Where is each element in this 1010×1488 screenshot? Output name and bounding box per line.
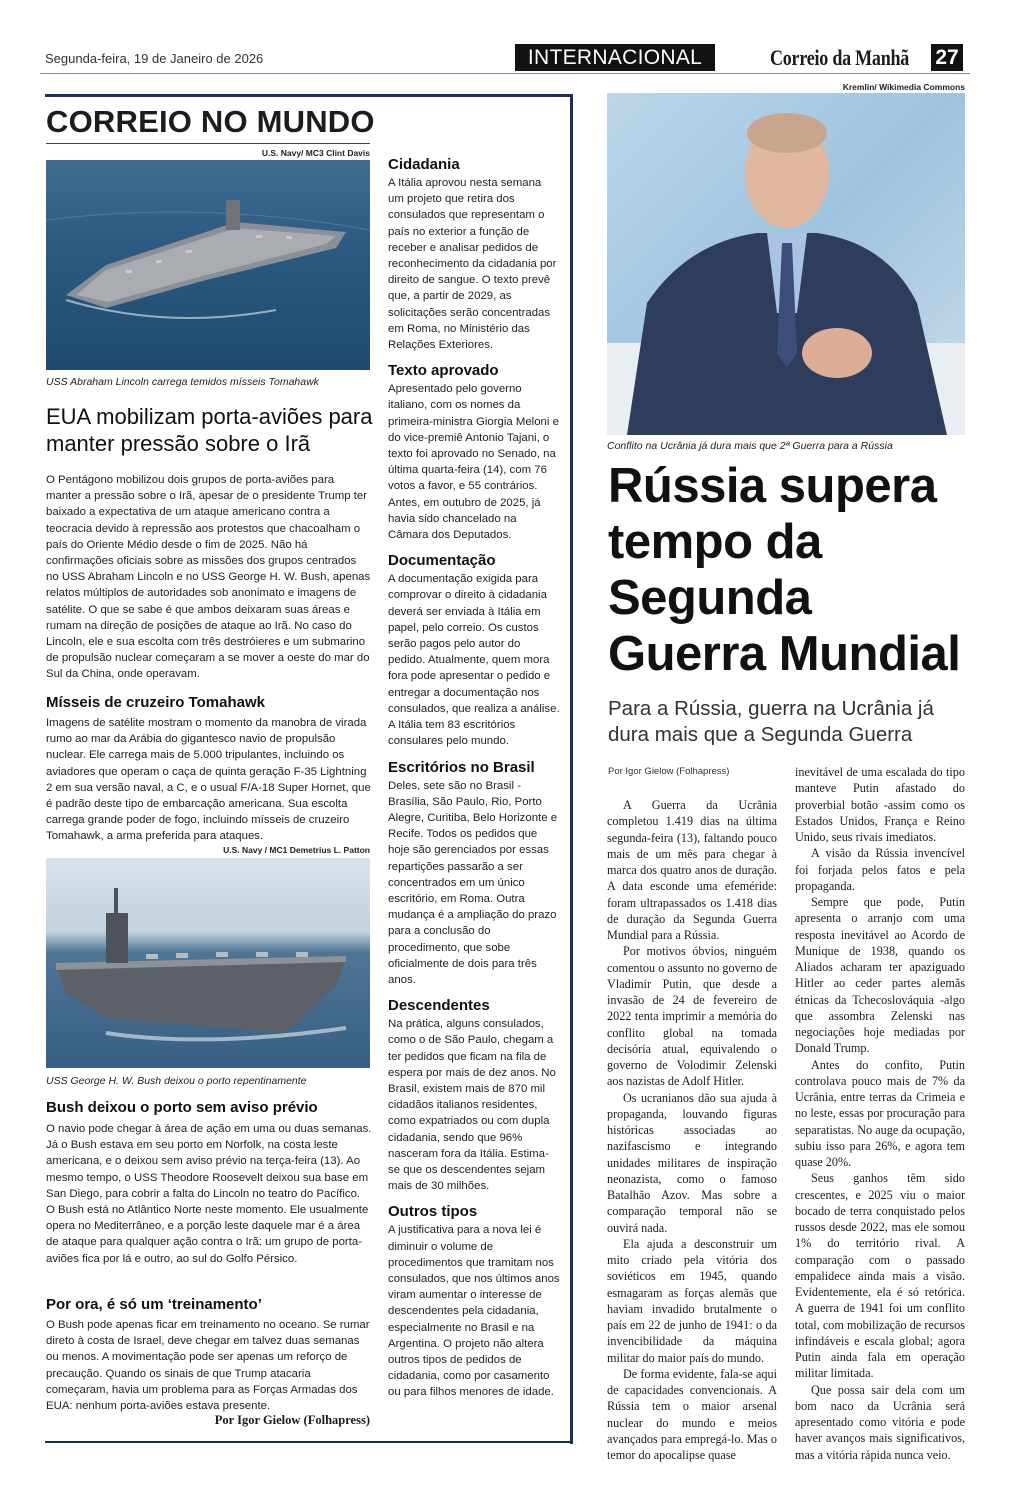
- section-text: A justificativa para a nova lei é diminuir o volume de procedimentos que tramitam nos consulados, que nos últimos anos viram aumentar o interesse de descendentes pela cidadania, especialmente no Brasil e na Argentina. O projeto não altera outros tipos de pedidos de cidadania, como por casamento ou para filhos menores de idade.: [388, 1224, 560, 1399]
- kicker-title: CORREIO NO MUNDO: [46, 104, 375, 139]
- subhead: Cidadania: [388, 156, 460, 173]
- paragraph: Sempre que pode, Putin apresenta o arranjo com uma resposta inevitável ao Acordo de Munique de 1938, quando os Aliados acharam ter apaziguado Hitler ao ceder partes alemãs étnicas da Tchecoslováquia -algo que assombra Zelenski nas negociações hoje mediadas por Donald Trump.: [795, 895, 965, 1056]
- paragraph: Antes do confito, Putin controlava pouco mais de 7% da Ucrânia, entre terras da Crimeia e no leste, essas por procuração para separatistas. No auge da ocupação, subiu isso para 26%, e agora tem quase 20%.: [795, 1057, 965, 1169]
- section-text: Deles, sete são no Brasil - Brasília, São Paulo, Rio, Porto Alegre, Curitiba, Belo Horizonte e Recife. Todos os pedidos que hoje são gerenciados por essas repartições passarão a ser concentrados em um único escritório, em Roma. Outra mudança é a ampliação do prazo para a conclusão do procedimento, que sobe oficialmente de dois para três anos.: [388, 779, 558, 986]
- carrier-photo-lincoln: [46, 160, 370, 370]
- photo-credit: U.S. Navy / MC1 Demetrius L. Patton: [223, 845, 370, 855]
- sidebar-citizenship: [388, 156, 560, 1410]
- paragraph: Que possa sair dela com um bom naco da Ucrânia será apresentado como vitória e pode haver avanços mais significativos, mas a vitória rápida nunca veio.: [795, 1382, 965, 1462]
- article-text: O navio pode chegar à área de ação em uma ou duas semanas. Já o Bush estava em seu porto em Norfolk, na costa leste americana, e o deixou sem aviso prévio na terça-feira (13). Ao mesmo tempo, o USS Theodore Roosevelt deixou sua base em San Diego, para cobrir a falta do Lincoln no teatro do Pacífico. O Bush está no Atlântico Norte neste momento. Ele usualmente opera no Mediterrâneo, e a porção leste daquele mar é a área de ataque para qualquer ação contra o Irã: um grupo de porta-aviões fica por lá e outro, ao sul do Golfo Pérsico.: [46, 1123, 372, 1265]
- section-text: Na prática, alguns consulados, como o de São Paulo, chegam a ter pedidos que ficam na fila de espera por mais de dez anos. No Brasil, existem mais de 870 mil cidadãos italianos residentes, como expatriados ou com dupla cidadania, sendo que 96% nasceram fora da Itália. Estima-se que os descendentes sejam mais de 30 milhões.: [388, 1018, 556, 1193]
- header-divider: [40, 73, 970, 74]
- main-headline: Rússia supera tempo da Segunda Guerra Mundial: [608, 459, 961, 681]
- newspaper-logo: Correio da Manhã: [770, 45, 910, 70]
- subhead: Escritórios no Brasil: [388, 758, 535, 776]
- article-headline: EUA mobilizam porta-aviões para manter pressão sobre o Irã: [46, 404, 373, 456]
- byline: Por Igor Gielow (Folhapress): [608, 766, 730, 777]
- box-border-top: [45, 94, 573, 97]
- photo-credit: Kremlin/ Wikimedia Commons: [842, 82, 965, 92]
- paragraph: Os ucranianos dão sua ajuda à propaganda, louvando figuras históricas associadas ao nazifascismo e integrando unidades militares de inspiração neonazista, como o famoso Batalhão Azov. Mas sobre a comparação temporal não se ouvirá nada.: [607, 1090, 777, 1235]
- photo-caption: USS George H. W. Bush deixou o porto repentinamente: [46, 1075, 307, 1087]
- article-column-2: [795, 764, 965, 1463]
- article-column-1: [607, 797, 777, 1463]
- sidebar-section: [388, 156, 560, 353]
- section-text: A Itália aprovou nesta semana um projeto que retira dos consulados que representam o país no exterior a função de receber e analisar pedidos de reconhecimento da cidadania por direito de sangue. O texto prevê que, a partir de 2029, as solicitações serão concentradas em Roma, no Ministério das Relações Exteriores.: [388, 177, 557, 352]
- article-intro: O Pentágono mobilizou dois grupos de porta-aviões para manter a pressão sobre o Irã, apesar de o presidente Trump ter baixado a expectativa de um ataque americano contra a teocracia devido à repressão aos protestos que chacoalham o país do Oriente Médio desde o fim de 2025. Não há confirmações oficiais sobre as missões dos grupos centrados no USS Abraham Lincoln e no USS George H. W. Bush, apenas relatos múltiplos de autoridades sob anonimato e imagens de satélite. O que se sabe é que ambos deixaram suas áreas e rumam na direção de posições de ataque ao Irã. No caso do Lincoln, ele e sua escolta com três destróieres e um submarino de propulsão nuclear começaram a se mover a oeste do mar do Sul da China, onde operavam.: [46, 474, 371, 681]
- carrier-photo-bush: [46, 858, 370, 1068]
- box-border-bottom: [45, 1441, 573, 1443]
- sidebar-section: [388, 362, 560, 543]
- paragraph: Seus ganhos têm sido crescentes, e 2025 viu o maior bocado de terra conquistado pelos russos desde 2022, mas ele somou 1% do território rival. A comparação com o passado empalidece ainda mais a visão. Evidentemente, ela é só retórica. A guerra de 1941 foi um conflito total, com mobilização de recursos infindáveis e escala global; agora Putin ainda fala em operação militar limitada.: [795, 1171, 965, 1381]
- subhead: Documentação: [388, 552, 496, 570]
- photo-caption: Conflito na Ucrânia já dura mais que 2ª Guerra para a Rússia: [607, 440, 893, 452]
- subhead: Descendentes: [388, 997, 490, 1015]
- subhead: Bush deixou o porto sem aviso prévio: [46, 1099, 318, 1116]
- paragraph: De forma evidente, fala-se aqui de capacidades convencionais. A Rússia tem o maior arsenal nuclear do mundo e meios avançados para empregá-lo. Mas o temor do apocalipse quase: [607, 1366, 777, 1462]
- sidebar-section: [388, 1203, 560, 1400]
- kicker-divider: [46, 143, 370, 144]
- issue-date: Segunda-feira, 19 de Janeiro de 2026: [45, 51, 264, 66]
- paragraph: Ela ajuda a desconstruir um mito criado pela vitória dos soviéticos em 1945, quando esmagaram as forças alemãs que haviam invadido brutalmente o país em 22 de junho de 1941: o da invencibilidade da máquina militar do maior país do mundo.: [607, 1236, 777, 1365]
- box-border-right: [570, 94, 573, 1444]
- paragraph: A Guerra da Ucrânia completou 1.419 dias na última segunda-feira (13), faltando pouco mais de um mês para chegar à marca dos quatro anos de duração. A data esconde uma efeméride: foram ultrapassados os 1.418 dias de duração da Segunda Guerra Mundial para a Rússia.: [607, 798, 777, 942]
- section-text: A documentação exigida para comprovar o direito à cidadania deverá ser enviada à Itália em papel, pelo correio. Os custos serão pagos pelo autor do pedido. Atualmente, quem mora fora pode apresentar o pedido e entregar a documentação nos consulados, que realiza a análise. A Itália tem 83 escritórios consulares pelo mundo.: [388, 573, 560, 748]
- subhead: Outros tipos: [388, 1203, 478, 1221]
- subhead: Por ora, é só um ‘treinamento’: [46, 1296, 262, 1313]
- paragraph: Por motivos óbvios, ninguém comentou o assunto no governo de Vladimir Putin, que desde a invasão de 24 de fevereiro de 2022 tenta imprimir a memória do conflito global na tomada decisória atual, equivalendo o governo de Volodimir Zelenski aos nazistas de Adolf Hitler.: [607, 944, 777, 1089]
- subheadline: Para a Rússia, guerra na Ucrânia já dura mais que a Segunda Guerra: [608, 697, 934, 746]
- section-text: Apresentado pelo governo italiano, com os nomes da primeira-ministra Giorgia Meloni e do vice-premiê Antonio Tajani, o texto foi aprovado no Senado, na última quarta-feira (14), com 76 votos a favor, e 55 contrários. Antes, em outubro de 2025, já havia sido chancelado na Câmara dos Deputados.: [388, 383, 559, 542]
- sidebar-section: [388, 759, 560, 989]
- page-number: 27: [931, 44, 963, 71]
- photo-caption: USS Abraham Lincoln carrega temidos mísseis Tomahawk: [46, 376, 319, 388]
- subhead: Texto aprovado: [388, 362, 499, 380]
- article-text: Imagens de satélite mostram o momento da manobra de virada rumo ao mar da Arábia do gigantesco navio de propulsão nuclear. Ele carrega mais de 5.000 tripulantes, incluindo os aviadores que operam o caça de quinta geração F-35 Lightning 2 em sua versão naval, a C, e o usual F/A-18 Super Hornet, que é padrão deste tipo de embarcação americana. Sua escolta carrega grande poder de fogo, incluindo mísseis de cruzeiro Tomahawk, a arma preferida para ataques.: [46, 717, 371, 843]
- paragraph: inevitável de uma escalada do tipo manteve Putin afastado do proverbial botão -assim como os Estados Unidos, França e Reino Unido, seus rivais imediatos.: [795, 765, 965, 844]
- putin-photo: [607, 93, 965, 435]
- sidebar-section: [388, 552, 560, 749]
- paragraph: A visão da Rússia invencível foi forjada pelos fatos e pela propaganda.: [795, 846, 965, 893]
- article-text: O Bush pode apenas ficar em treinamento no oceano. Se rumar direto à costa de Israel, deve chegar em talvez duas semanas ou menos. A movimentação pode ser apenas um reforço de precaução. Quando os sinais de que Trump atacaria começaram, havia um problema para as Forças Armadas dos EUA: nenhum porta-aviões estava presente.: [46, 1319, 370, 1413]
- photo-credit: U.S. Navy/ MC3 Clint Davis: [261, 148, 370, 158]
- subhead: Mísseis de cruzeiro Tomahawk: [46, 694, 265, 711]
- author-signature: Por Igor Gielow (Folhapress): [214, 1413, 370, 1427]
- section-label: INTERNACIONAL: [515, 44, 715, 71]
- sidebar-section: [388, 997, 560, 1194]
